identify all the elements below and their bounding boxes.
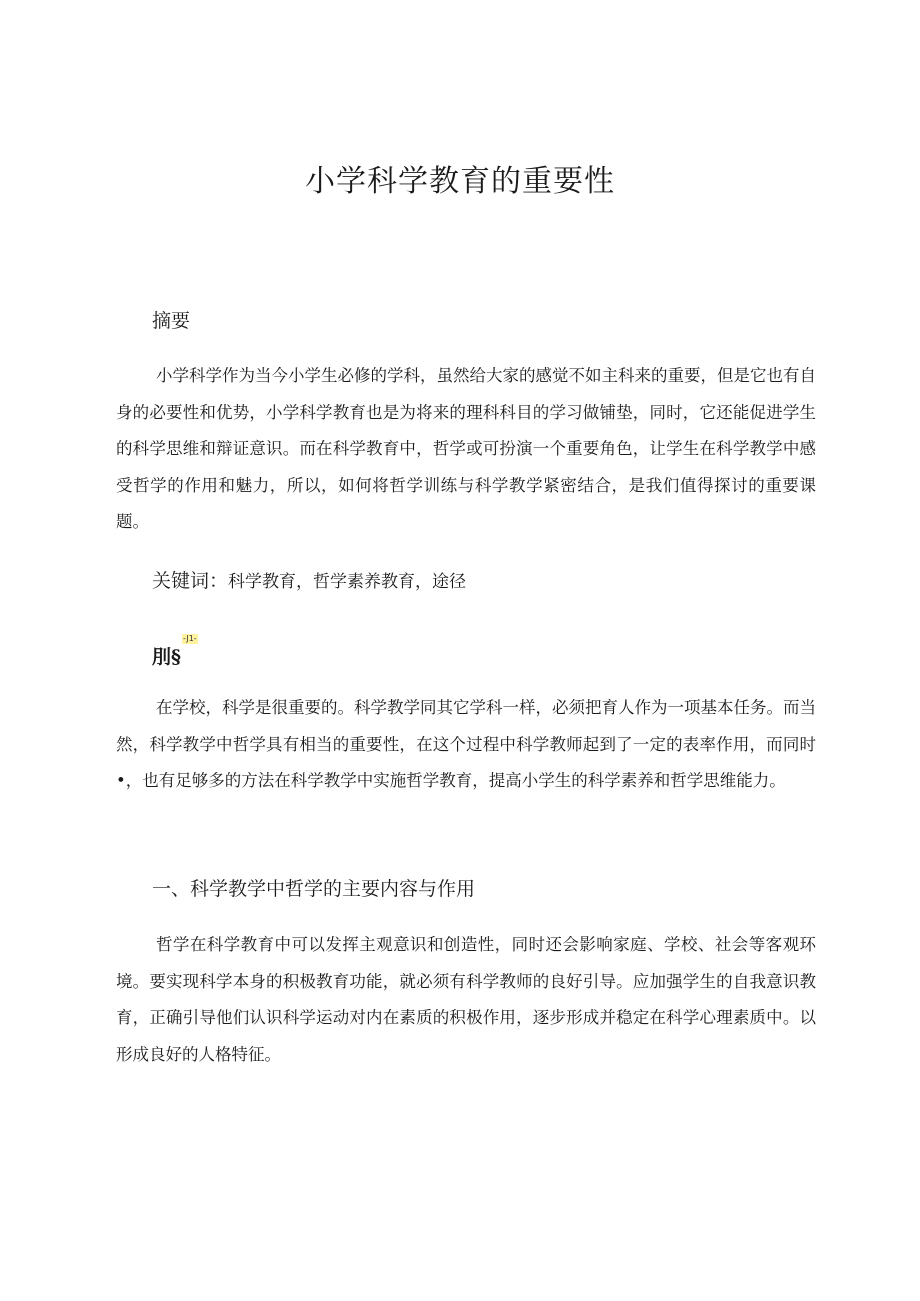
preface-paragraph: 在学校，科学是很重要的。科学教学同其它学科一样，必须把育人作为一项基本任务。而当然，科学教学中哲学具有相当的重要性，在这个过程中科学教师起到了一定的表率作用，而同时•，也有足够多的方法在科学教学中实施哲学教育，提高小学生的科学素养和哲学思维能力。 xyxy=(116,698,816,790)
abstract-heading: 摘要 xyxy=(152,310,191,332)
document-title: 小学科学教育的重要性 xyxy=(305,164,615,199)
preface-annotation-mark: -J1- xyxy=(183,634,197,643)
keywords-value: 科学教育，哲学素养教育，途径 xyxy=(228,572,467,592)
preface-heading: 刖§ xyxy=(152,646,181,668)
keywords-line xyxy=(152,566,466,593)
keywords-label: 关键词： xyxy=(152,570,229,592)
abstract-paragraph: 小学科学作为当今小学生必修的学科，虽然给大家的感觉不如主科来的重要，但是它也有自身的必要性和优势，小学科学教育也是为将来的理科科目的学习做铺垫，同时，它还能促进学生的科学思维和辩证意识。而在科学教育中，哲学或可扮演一个重要角色，让学生在科学教学中感受哲学的作用和魅力，所以，如何将哲学训练与科学教学紧密结合，是我们值得探讨的重要课题。 xyxy=(116,366,816,531)
section1-heading: 一、科学教学中哲学的主要内容与作用 xyxy=(152,878,476,900)
section1-paragraph: 哲学在科学教育中可以发挥主观意识和创造性，同时还会影响家庭、学校、社会等客观环境。要实现科学本身的积极教育功能，就必须有科学教师的良好引导。应加强学生的自我意识教育，正确引导他们认识科学运动对内在素质的积极作用，逐步形成并稳定在科学心理素质中。以形成良好的人格特征。 xyxy=(116,935,816,1064)
